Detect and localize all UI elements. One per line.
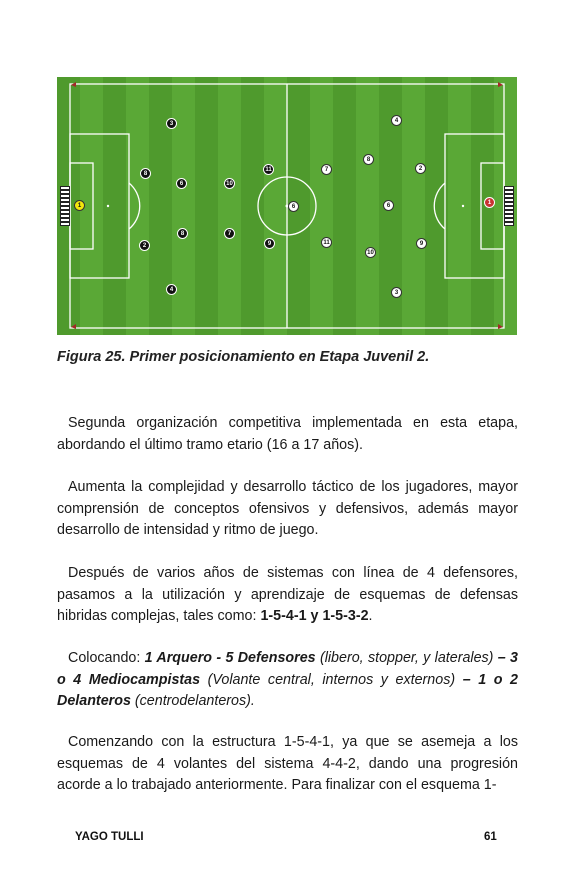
period: .	[368, 608, 373, 624]
player-white: 3	[391, 287, 402, 298]
player-white: 6	[288, 201, 299, 212]
formation-figure	[57, 77, 517, 335]
player-black: 6	[176, 178, 187, 189]
page-number: 61	[484, 831, 497, 843]
player-white: 11	[321, 237, 332, 248]
paragraph-1: Segunda organización competitiva implementada en esta etapa, abordando el último tramo etario (16 a 17 años).	[57, 415, 518, 453]
player-black: 7	[224, 228, 235, 239]
forwards: – 1 o 2 Delanteros	[57, 671, 518, 709]
right-goal	[504, 186, 514, 226]
player-white: 2	[415, 163, 426, 174]
player-black: 11	[263, 164, 274, 175]
player-black: 10	[224, 178, 235, 189]
paragraph-4	[57, 648, 518, 713]
paragraph-3-text: Después de varios años de sistemas con línea de 4 defensores, pasamos a la utilización y aprendizaje de esquemas de defensas hibridas complejas, tales como:	[57, 565, 518, 624]
paragraph-5: Comenzando con la estructura 1-5-4-1, ya que se asemeja a los esquemas de 4 volantes del sistema 4-4-2, dando una progresión acorde a lo trabajado anteriormente. Para finalizar con el esquema 1-	[57, 734, 518, 793]
goalkeeper-left: 1	[74, 200, 85, 211]
left-goal	[60, 186, 70, 226]
player-white: 10	[365, 247, 376, 258]
player-white: 4	[391, 115, 402, 126]
system-1-5-3-2: 1-5-3-2	[322, 608, 369, 624]
paragraph-2: Aumenta la complejidad y desarrollo táctico de los jugadores, mayor comprensión de conceptos ofensivos y defensivos, además mayor desarrollo de intensidad y ritmo de juego.	[57, 479, 518, 538]
player-black: 8	[177, 228, 188, 239]
conjunction: y	[306, 608, 323, 624]
forwards-note: (centrodelanteros).	[130, 693, 255, 709]
defenders-note: (libero, stopper, y laterales)	[315, 650, 498, 666]
player-black: 3	[166, 118, 177, 129]
player-white: 6	[383, 200, 394, 211]
player-black: 9	[264, 238, 275, 249]
player-black: 8	[140, 168, 151, 179]
midfielders-note: (Volante central, internos y externos)	[200, 671, 463, 688]
paragraph-4-intro: Colocando:	[68, 650, 145, 666]
figure-caption: Figura 25. Primer posicionamiento en Etapa Juvenil 2.	[57, 349, 430, 365]
player-white: 7	[321, 164, 332, 175]
midfielders: – 3 o 4 Mediocampistas	[57, 650, 519, 688]
paragraph-3	[57, 563, 518, 628]
player-black: 4	[166, 284, 177, 295]
system-1-5-4-1: 1-5-4-1	[260, 608, 307, 624]
soccer-pitch	[57, 77, 517, 335]
pitch-lines	[57, 77, 517, 335]
goalkeeper-right: 1	[484, 197, 495, 208]
player-white: 8	[363, 154, 374, 165]
player-white: 9	[416, 238, 427, 249]
footer-author: YAGO TULLI	[75, 831, 144, 843]
goalkeeper-defenders: 1 Arquero - 5 Defensores	[144, 650, 316, 666]
player-black: 2	[139, 240, 150, 251]
